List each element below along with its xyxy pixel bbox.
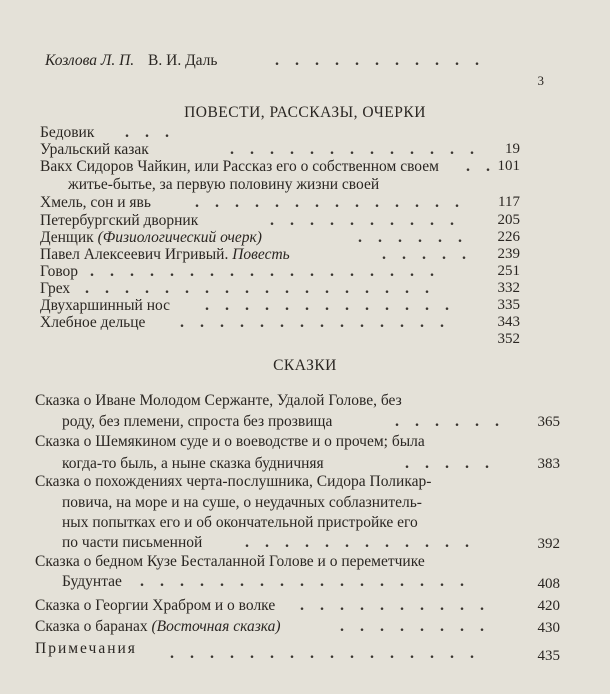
toc-entry xyxy=(40,229,262,247)
toc-page-number: 335 xyxy=(497,297,520,313)
intro-leader-dots: . . . . . . . . . . . xyxy=(275,52,485,69)
toc-entry: Хмель, сон и явь xyxy=(40,194,151,211)
leader-dots: . . . . . xyxy=(405,455,495,472)
toc-entry-text: Павел Алексеевич Игривый. xyxy=(40,246,233,263)
toc-entry-line: когда-то быль, а ныне сказка будничняя xyxy=(62,455,324,472)
toc-page-number: 435 xyxy=(537,648,560,664)
toc-page-number: 430 xyxy=(537,620,560,636)
toc-entry-text: Сказка о баранах xyxy=(35,618,152,635)
leader-dots: . . . . . . xyxy=(395,413,505,430)
toc-entry-line: Сказка о похождениях черта-послушника, Сидора Поликар- xyxy=(35,473,432,490)
leader-dots: . . . . . . . . . . xyxy=(270,212,460,229)
leader-dots: . . . . . . xyxy=(358,229,468,246)
toc-page-number: 251 xyxy=(497,263,520,279)
section-heading-stories: ПОВЕСТИ, РАССКАЗЫ, ОЧЕРКИ xyxy=(184,104,426,121)
toc-entry: Петербургский дворник xyxy=(40,212,199,229)
toc-entry-text: Денщик xyxy=(40,229,98,246)
leader-dots: . . xyxy=(466,158,496,175)
toc-entry: Уральский казак xyxy=(40,141,149,158)
leader-dots: . . . . . . . . . . . . . xyxy=(205,297,455,314)
toc-entry-italic: Повесть xyxy=(232,246,290,263)
toc-entry-line: Будунтае xyxy=(62,573,122,590)
toc-entry-line: житье-бытье, за первую половину жизни своей xyxy=(68,176,380,193)
toc-entry-line: повича, на море и на суше, о неудачных соблазнитель- xyxy=(62,494,422,511)
toc-entry xyxy=(40,246,290,264)
toc-page-number: 420 xyxy=(537,598,560,614)
leader-dots: . . . . . xyxy=(382,246,472,263)
leader-dots: . . . . . . . . . . . . . . xyxy=(180,314,450,331)
toc-page-number: 226 xyxy=(497,229,520,245)
leader-dots: . . . . . . . . . . . . . . . . . . xyxy=(90,263,440,280)
leader-dots: . . . . . . . . xyxy=(340,618,490,635)
toc-entry-line: по части письменной xyxy=(62,534,203,551)
toc-entry-line: Сказка о Иване Молодом Сержанте, Удалой Голове, без xyxy=(35,392,402,409)
intro-page-number: 3 xyxy=(537,73,544,88)
toc-entry: Грех xyxy=(40,280,71,297)
intro-title: В. И. Даль xyxy=(148,52,218,69)
toc-entry-line: Сказка о бедном Кузе Бесталанной Голове и о переметчике xyxy=(35,553,425,570)
toc-page-number: 205 xyxy=(497,212,520,228)
leader-dots: . . . . . . . . . . . . . . . . xyxy=(170,645,480,662)
toc-entry: Двухаршинный нос xyxy=(40,297,171,314)
leader-dots: . . . . . . . . . . . . . xyxy=(230,141,480,158)
toc-entry: Сказка о Георгии Храбром и о волке xyxy=(35,597,276,614)
toc-page-number: 383 xyxy=(537,456,560,472)
section-heading-fairy-tales: СКАЗКИ xyxy=(273,357,337,374)
toc-page-number: 408 xyxy=(537,576,560,592)
toc-entry: Говор xyxy=(40,263,79,280)
toc-entry-line: ных попытках его и об окончательной пристройке его xyxy=(62,514,418,531)
toc-entry xyxy=(35,618,281,636)
intro-entry xyxy=(45,52,217,70)
toc-entry-line: роду, без племени, спроста без прозвища xyxy=(62,413,333,430)
leader-dots: . . . . . . . . . . xyxy=(300,597,490,614)
leader-dots: . . . . . . . . . . . . . . . . . xyxy=(140,573,470,590)
toc-entry: Хлебное дельце xyxy=(40,314,146,331)
toc-page-number: 19 xyxy=(505,141,520,157)
toc-entry-line: Сказка о Шемякином суде и о воеводстве и о прочем; была xyxy=(35,433,425,450)
toc-page-number: 343 xyxy=(497,314,520,330)
toc-entry-line: Вакх Сидоров Чайкин, или Рассказ его о собственном своем xyxy=(40,158,439,175)
toc-page-number: 117 xyxy=(498,194,520,210)
toc-page-number: 365 xyxy=(537,414,560,430)
toc-page-number: 101 xyxy=(497,158,520,174)
toc-page-number: 352 xyxy=(497,331,520,347)
toc-entry-italic: (Восточная сказка) xyxy=(151,618,281,635)
toc-page-number: 392 xyxy=(537,536,560,552)
toc-entry-italic: (Физиологический очерк) xyxy=(97,229,262,246)
toc-page-number: 332 xyxy=(497,280,520,296)
leader-dots: . . . xyxy=(125,124,175,141)
leader-dots: . . . . . . . . . . . . . . xyxy=(195,194,465,211)
toc-entry: Примечания xyxy=(35,640,137,657)
leader-dots: . . . . . . . . . . . . . . . . . . xyxy=(85,280,435,297)
toc-page-number: 239 xyxy=(497,246,520,262)
leader-dots: . . . . . . . . . . . . xyxy=(245,534,475,551)
intro-author: Козлова Л. П. xyxy=(45,52,135,69)
toc-entry: Бедовик xyxy=(40,124,95,141)
